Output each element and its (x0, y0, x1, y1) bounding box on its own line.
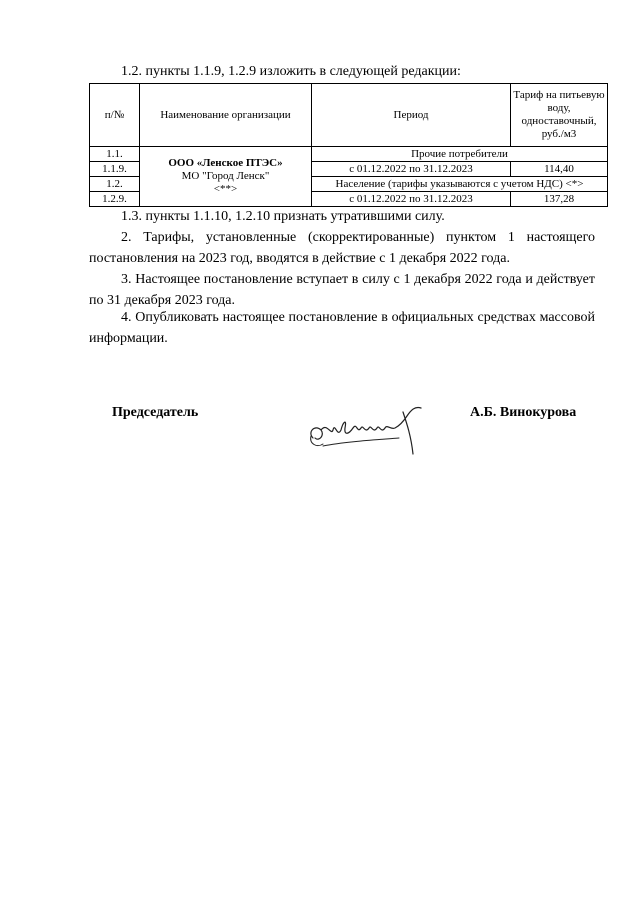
table-header-row (90, 84, 608, 147)
row-tariff: 114,40 (511, 162, 608, 177)
row-num: 1.1. (90, 147, 140, 162)
group-label: Население (тарифы указываются с учетом НДС) <*> (312, 177, 608, 192)
paragraph-3: 3. Настоящее постановление вступает в силу с 1 декабря 2022 года и действует по 31 декабря 2023 года. (89, 272, 595, 308)
org-cell (140, 147, 312, 207)
org-note: <**> (213, 183, 238, 195)
table-row (90, 147, 608, 162)
header-org: Наименование организации (140, 84, 312, 147)
row-num: 1.1.9. (90, 162, 140, 177)
signatory-name: А.Б. Винокурова (470, 405, 577, 420)
org-name: ООО «Ленское ПТЭС» (168, 157, 283, 169)
paragraph-1-3: 1.3. пункты 1.1.10, 1.2.10 признать утратившими силу. (121, 209, 445, 224)
row-period: с 01.12.2022 по 31.12.2023 (312, 162, 511, 177)
header-period: Период (312, 84, 511, 147)
paragraph-2: 2. Тарифы, установленные (скорректированные) пунктом 1 настоящего постановления на 2023 год, вводятся в действие с 1 декабря 2022 года. (89, 230, 595, 266)
header-tariff: Тариф на питьевую воду, одноставочный, руб./м3 (511, 84, 608, 147)
row-tariff: 137,28 (511, 192, 608, 207)
handwritten-signature (303, 398, 433, 460)
paragraph-4: 4. Опубликовать настоящее постановление в официальных средствах массовой информации. (89, 310, 595, 346)
row-num: 1.2.9. (90, 192, 140, 207)
header-num: п/№ (90, 84, 140, 147)
row-period: с 01.12.2022 по 31.12.2023 (312, 192, 511, 207)
row-num: 1.2. (90, 177, 140, 192)
tariff-table (89, 83, 608, 207)
group-label: Прочие потребители (312, 147, 608, 162)
intro-text: 1.2. пункты 1.1.9, 1.2.9 изложить в следующей редакции: (121, 64, 461, 79)
signatory-role: Председатель (112, 405, 199, 420)
org-municipality: МО "Город Ленск" (181, 170, 270, 182)
